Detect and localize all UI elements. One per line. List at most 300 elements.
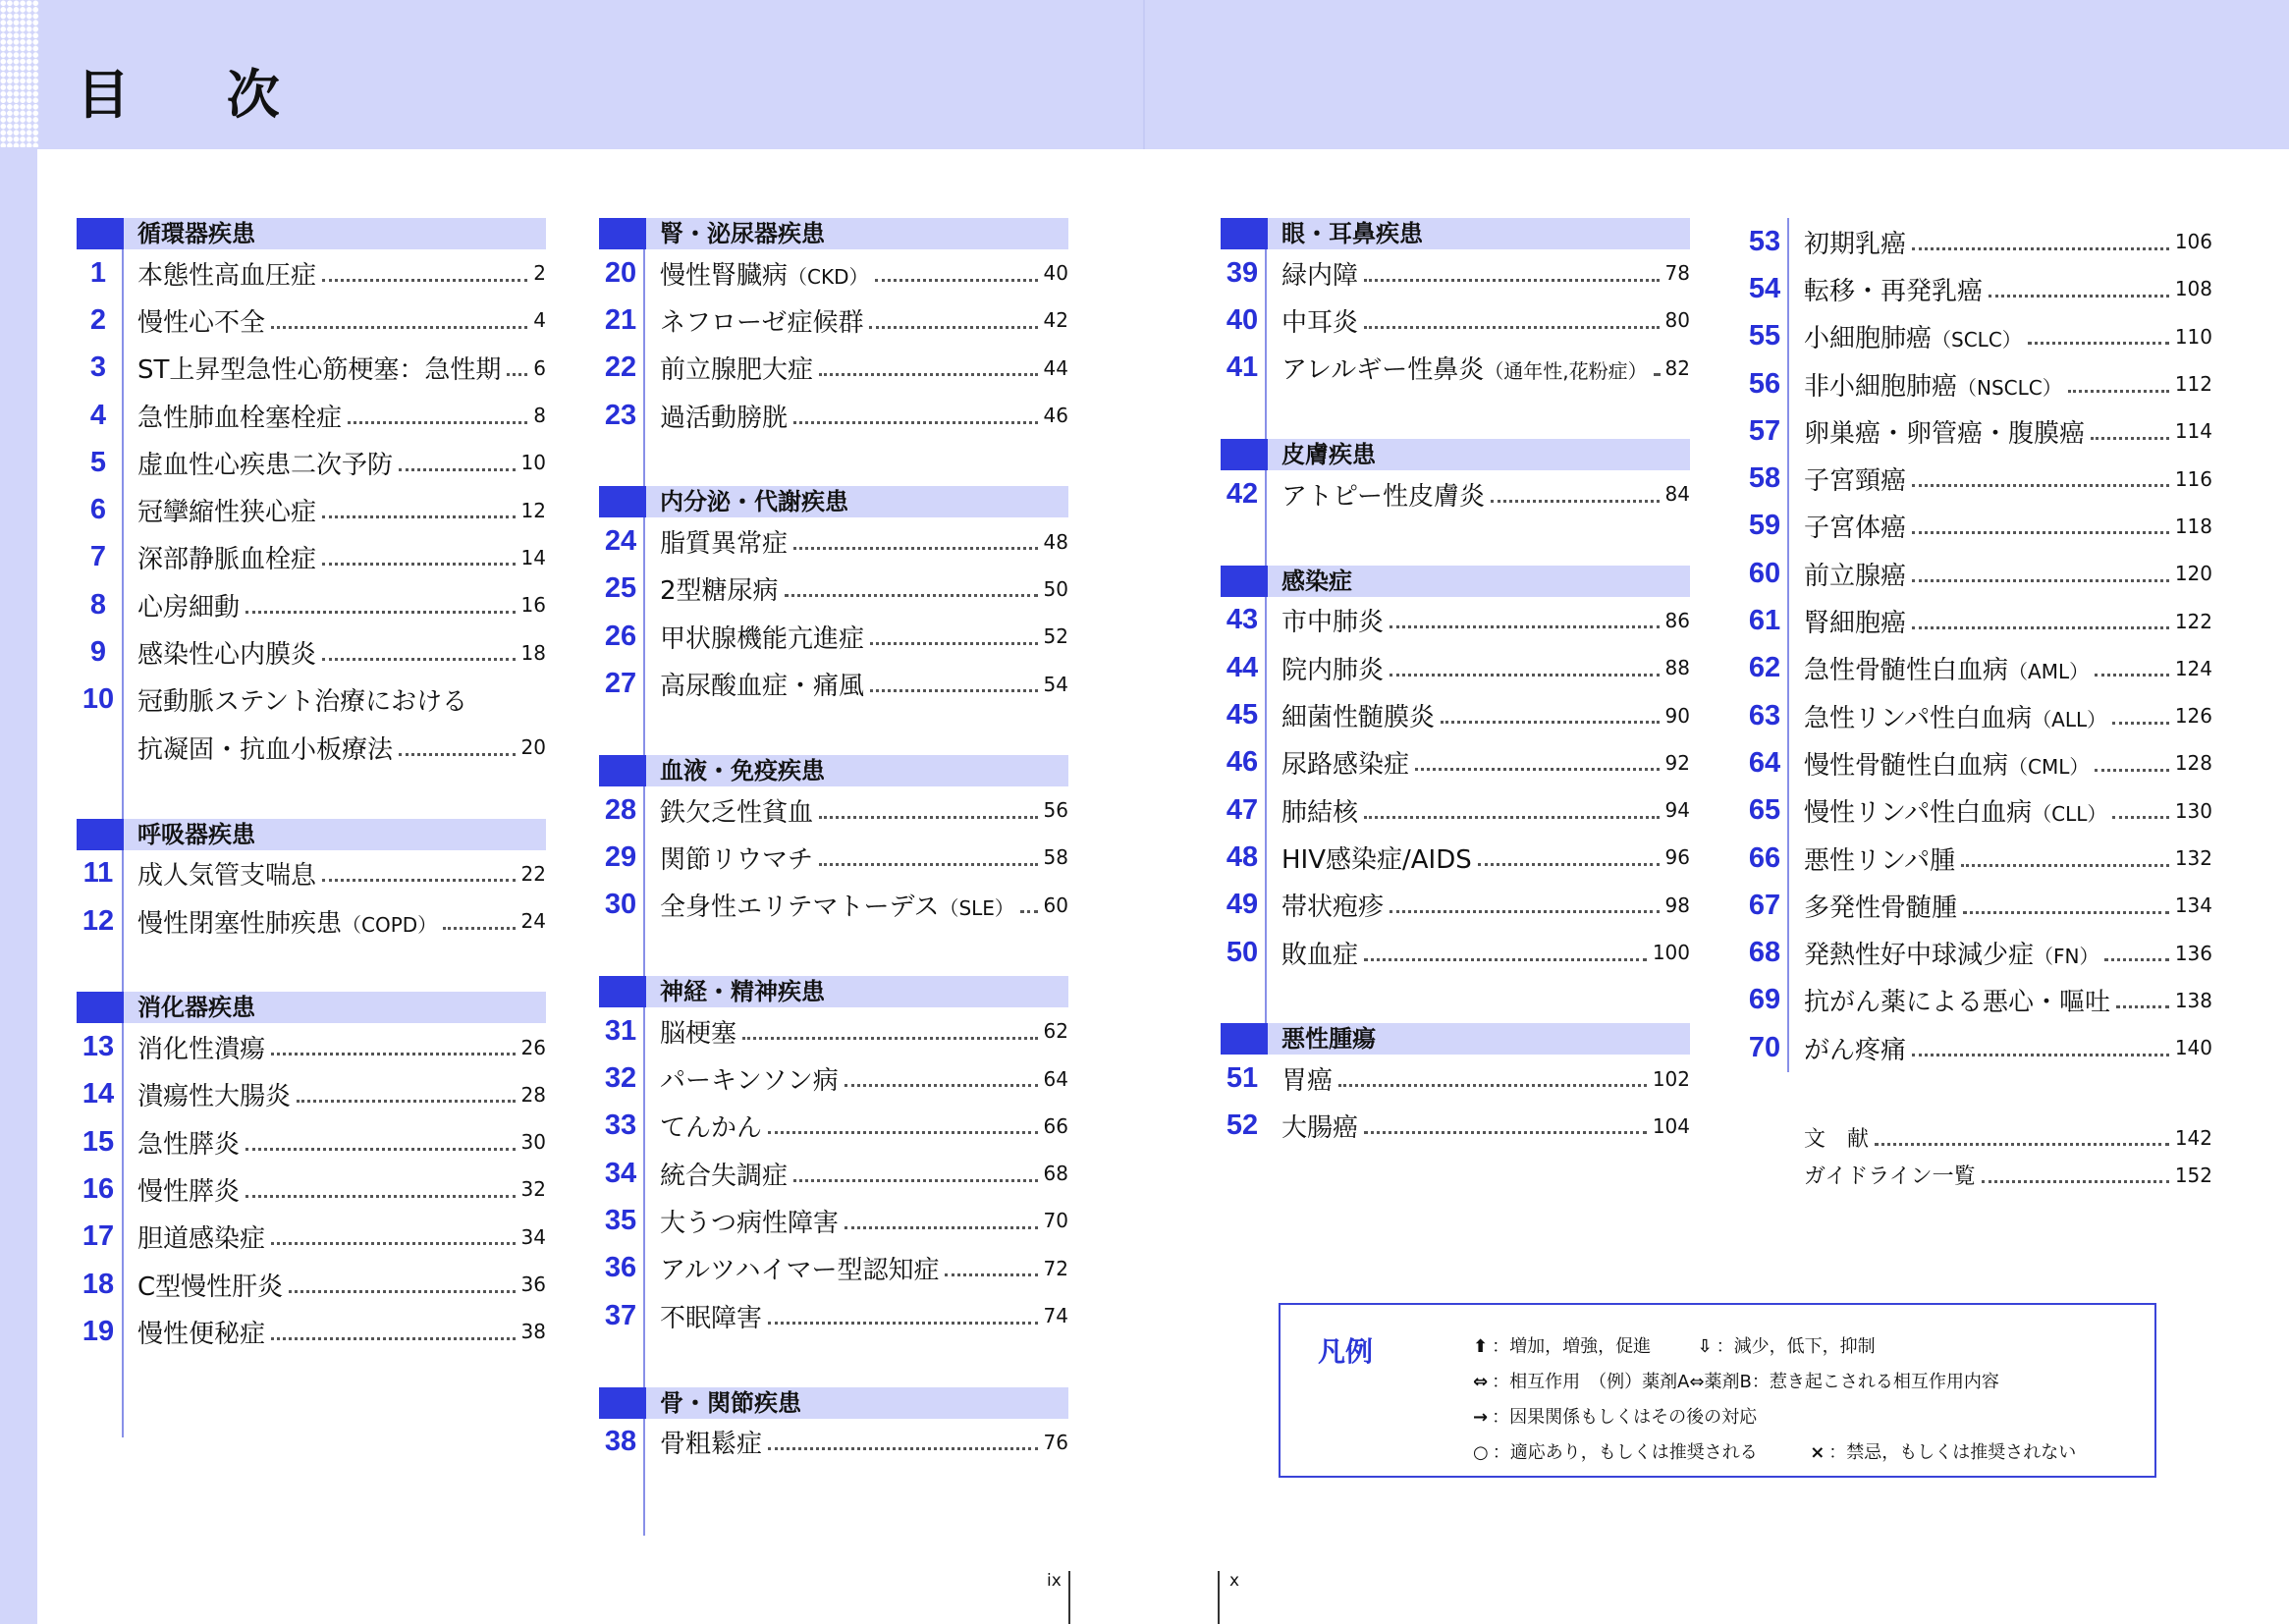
page-number: 100 (1652, 941, 1690, 964)
chapter-title-main: 潰瘍性大腸炎 (137, 1082, 292, 1112)
chapter-number: 59 (1748, 510, 1781, 542)
left-stripe (0, 0, 37, 1624)
section-heading-label: 感染症 (1281, 567, 1352, 595)
toc-entry-text (137, 255, 546, 292)
page-number: 116 (2174, 466, 2212, 491)
chapter-title (1281, 839, 1472, 876)
heading-marker (1221, 1023, 1268, 1055)
chapter-number: 69 (1748, 984, 1781, 1016)
chapter-title-main: C型慢性肝炎 (137, 1272, 284, 1302)
page-number: 26 (520, 1035, 546, 1059)
page-number: 56 (1043, 798, 1068, 823)
toc-entry-text (660, 1013, 1068, 1050)
heading-marker (1221, 218, 1268, 249)
chapter-title (137, 302, 265, 339)
toc-entry[interactable] (1221, 470, 1690, 517)
leader-dots (793, 547, 1038, 550)
toc-entry[interactable] (1743, 265, 2212, 312)
toc-entry-text (137, 539, 546, 575)
chapter-number: 4 (89, 399, 107, 431)
leader-dots (322, 515, 516, 518)
toc-entry[interactable] (77, 1071, 546, 1118)
leader-dots (1364, 1131, 1647, 1134)
toc-entry-text (660, 619, 1068, 655)
toc-entry[interactable] (77, 1308, 546, 1355)
chapter-title-main: 慢性心不全 (137, 307, 266, 338)
chapter-title-main: 過活動膀胱 (660, 403, 789, 433)
chapter-number: 45 (1226, 699, 1259, 731)
toc-entry[interactable] (599, 1419, 1068, 1466)
leader-dots (2095, 674, 2169, 677)
toc-entry[interactable] (77, 1023, 546, 1070)
toc-entry[interactable] (77, 486, 546, 533)
toc-entry[interactable] (77, 897, 546, 945)
chapter-title-main: 初期乳癌 (1804, 229, 1907, 259)
page-number: 84 (1664, 482, 1690, 507)
chapter-title (1281, 255, 1358, 292)
section-heading-label: 骨・関節疾患 (660, 1388, 801, 1417)
toc-entry[interactable] (599, 1007, 1068, 1055)
page-number: 60 (1043, 893, 1068, 917)
chapter-title-main: てんかん (660, 1113, 763, 1144)
toc-entry[interactable] (1221, 297, 1690, 344)
toc-entry[interactable] (1221, 597, 1690, 644)
toc-entry[interactable] (1743, 313, 2212, 360)
chapter-title-main: 慢性便秘症 (137, 1319, 266, 1349)
chapter-title-main: ST上昇型急性心筋梗塞：急性期 (137, 355, 502, 386)
chapter-title-main: 転移・再発乳癌 (1804, 276, 1984, 306)
chapter-title-main: 院内肺炎 (1281, 655, 1385, 685)
chapter-title-main: 不眠障害 (660, 1303, 763, 1333)
toc-entry[interactable] (599, 1103, 1068, 1150)
chapter-title (660, 839, 813, 876)
section-heading (77, 992, 546, 1023)
leader-dots (2104, 958, 2168, 961)
toc-entry-text (1804, 318, 2212, 354)
toc-entry-text (1804, 224, 2212, 260)
legend-row (1473, 1368, 1999, 1393)
heading-marker (1221, 439, 1268, 470)
page-number: 82 (1664, 355, 1690, 380)
page-number: 18 (520, 640, 546, 665)
toc-entry-text (1804, 366, 2212, 403)
leader-dots (1912, 1054, 2169, 1056)
toc-entry[interactable] (1743, 218, 2212, 265)
toc-column-2 (599, 218, 1068, 1466)
toc-entry-text (1281, 350, 1690, 386)
section-heading-label: 悪性腫瘍 (1281, 1025, 1376, 1054)
chapter-title (660, 1203, 839, 1239)
toc-entry-text (660, 570, 1068, 607)
leader-dots (297, 1100, 516, 1103)
chapter-number: 5 (89, 446, 107, 478)
chapter-title-sub: （CML） (2008, 754, 2090, 779)
toc-entry[interactable] (77, 1165, 546, 1213)
chapter-number: 13 (82, 1031, 115, 1063)
toc-entry-text (1804, 650, 2212, 686)
page-number: 30 (520, 1130, 546, 1155)
chapter-title-main: 急性肺血栓塞栓症 (137, 403, 343, 433)
page-number: 110 (2174, 324, 2212, 349)
toc-entry-text (137, 398, 546, 434)
spacer (77, 771, 546, 818)
leader-dots (1364, 958, 1647, 961)
chapter-title-main: 慢性膵炎 (137, 1176, 241, 1207)
toc-entry[interactable] (77, 1118, 546, 1165)
chapter-number: 62 (1748, 652, 1781, 684)
chapter-number: 25 (604, 572, 637, 605)
page-number: 112 (2174, 372, 2212, 397)
page-number: 138 (2174, 988, 2212, 1012)
chapter-number: 20 (604, 256, 637, 289)
chapter-title-main: 中耳炎 (1281, 307, 1359, 338)
toc-entry[interactable] (599, 1292, 1068, 1339)
page-number: 44 (1043, 355, 1068, 380)
leader-dots (1020, 910, 1038, 913)
leader-dots (1338, 1084, 1647, 1087)
leader-dots (245, 1148, 516, 1151)
chapter-number: 10 (82, 683, 115, 716)
chapter-title-main: 高尿酸血症・痛風 (660, 672, 865, 702)
toc-entry[interactable] (599, 566, 1068, 613)
toc-entry[interactable] (599, 392, 1068, 439)
bidirectional-arrow-icon: ⇔ (1473, 1372, 1489, 1392)
chapter-number: 51 (1226, 1062, 1259, 1095)
toc-entry[interactable] (77, 439, 546, 486)
toc-entry[interactable] (1743, 929, 2212, 976)
chapter-title-main: 感染性心内膜炎 (137, 640, 317, 671)
chapter-title (1281, 887, 1384, 923)
toc-entry[interactable] (77, 249, 546, 297)
toc-entry[interactable] (1221, 345, 1690, 392)
leader-dots (819, 373, 1038, 376)
toc-entry-text (1804, 556, 2212, 592)
page-number: 102 (1652, 1066, 1690, 1091)
toc-entry[interactable] (77, 724, 546, 771)
chapter-title (1804, 271, 1983, 307)
toc-entry[interactable] (1743, 835, 2212, 882)
chapter-title-sub: （NSCLC） (1957, 375, 2062, 400)
chapter-number: 6 (89, 494, 107, 526)
chapter-title: 文 献 (1804, 1127, 1870, 1153)
page-number: 94 (1664, 798, 1690, 823)
chapter-number: 48 (1226, 840, 1259, 873)
chapter-title-main: 統合失調症 (660, 1161, 789, 1191)
page-divider (1143, 0, 1145, 149)
chapter-number: 46 (1226, 746, 1259, 779)
leader-dots (1912, 579, 2169, 582)
toc-entry[interactable] (1221, 1103, 1690, 1150)
spacer (77, 945, 546, 992)
toc-entry[interactable] (77, 1261, 546, 1308)
page-number: 120 (2174, 562, 2212, 586)
page-number: 106 (2174, 230, 2212, 254)
section-heading-label: 循環器疾患 (137, 220, 255, 247)
chapter-title (660, 1250, 939, 1286)
leader-dots (271, 1337, 516, 1340)
page-number: 16 (520, 593, 546, 618)
toc-entry[interactable] (77, 392, 546, 439)
chapter-title-main: 子宮頸癌 (1804, 466, 1907, 497)
chapter-title (137, 1076, 291, 1112)
chapter-number: 31 (604, 1014, 637, 1047)
leader-dots (289, 1290, 515, 1293)
toc-entry[interactable] (1221, 929, 1690, 976)
toc-entry[interactable] (77, 345, 546, 392)
section-heading (1221, 218, 1690, 249)
legend-text: ：減少，低下，抑制 (1716, 1336, 1876, 1357)
toc-entry[interactable] (1743, 882, 2212, 929)
toc-entry-text (1804, 460, 2212, 497)
chapter-title (137, 681, 467, 718)
spacer (1221, 392, 1690, 439)
toc-entry-text (1804, 982, 2212, 1018)
chapter-number: 9 (89, 636, 107, 669)
section-heading-label: 神経・精神疾患 (660, 978, 825, 1006)
spacer (1221, 976, 1690, 1023)
chapter-title-sub: （ALL） (2032, 707, 2107, 731)
chapter-title (1281, 476, 1485, 513)
toc-entry[interactable] (599, 1245, 1068, 1292)
section-heading (77, 819, 546, 850)
toc-entry[interactable] (599, 517, 1068, 565)
chapter-number: 52 (1226, 1110, 1259, 1142)
toc-entry[interactable] (77, 1214, 546, 1261)
toc-entry[interactable] (1743, 1157, 2212, 1194)
toc-entry[interactable] (77, 628, 546, 676)
chapter-title (660, 1108, 762, 1144)
toc-entry[interactable] (1221, 834, 1690, 881)
leader-dots (785, 594, 1038, 597)
leader-dots (819, 816, 1038, 819)
toc-entry[interactable] (1743, 1024, 2212, 1071)
toc-entry-text (1281, 792, 1690, 829)
chapter-number: 11 (82, 857, 114, 890)
toc-entry[interactable] (1743, 407, 2212, 455)
toc-entry[interactable] (599, 882, 1068, 929)
chapter-title (1804, 935, 2098, 971)
page-number: 72 (1043, 1256, 1068, 1280)
leader-dots (793, 1179, 1038, 1182)
toc-entry[interactable] (77, 677, 546, 724)
toc-entry[interactable] (599, 297, 1068, 344)
page-number-left: ix (1047, 1571, 1062, 1591)
toc-column-1 (77, 218, 546, 1356)
chapter-title-main: 甲状腺機能亢進症 (660, 623, 865, 654)
chapter-title (137, 730, 393, 766)
section-heading (1221, 566, 1690, 597)
leader-dots (2116, 1005, 2169, 1008)
toc-entry-text (1804, 603, 2212, 639)
page-number: 36 (520, 1272, 546, 1297)
chapter-number: 64 (1748, 746, 1781, 779)
chapter-number: 41 (1226, 352, 1259, 384)
chapter-number: 68 (1748, 937, 1781, 969)
chapter-title-main: 小細胞肺癌 (1804, 324, 1933, 354)
legend-row (1473, 1403, 1757, 1429)
toc-entry[interactable] (1221, 249, 1690, 297)
toc-entry-text (660, 887, 1068, 923)
chapter-title-main: ネフローゼ症候群 (660, 307, 864, 338)
page-number: 80 (1664, 308, 1690, 333)
leader-dots (399, 753, 516, 756)
toc-entry[interactable] (599, 345, 1068, 392)
chapter-title (660, 666, 864, 702)
chapter-title (137, 539, 316, 575)
chapter-title (137, 1267, 283, 1303)
chapter-title (137, 1314, 265, 1350)
chapter-title-main: 成人気管支喘息 (137, 861, 317, 892)
toc-entry[interactable] (599, 613, 1068, 660)
chapter-title-sub: （AML） (2008, 660, 2090, 684)
heading-marker (599, 755, 646, 786)
chapter-title-main: 尿路感染症 (1281, 750, 1410, 781)
toc-entry-text (1281, 602, 1690, 638)
toc-entry-text (1804, 1122, 2212, 1153)
toc-entry-text (1281, 887, 1690, 923)
chapter-title (660, 255, 869, 292)
toc-entry[interactable] (599, 1055, 1068, 1102)
section-heading (1221, 439, 1690, 470)
toc-entry[interactable] (1743, 550, 2212, 597)
chapter-number: 19 (82, 1315, 115, 1347)
toc-entry-text (137, 634, 546, 671)
legend-box (1279, 1303, 2156, 1478)
chapter-title (1804, 508, 1906, 544)
toc-entry[interactable] (1221, 739, 1690, 786)
chapter-number: 17 (82, 1220, 115, 1253)
chapter-title (660, 570, 779, 607)
section-heading-label: 眼・耳鼻疾患 (1281, 220, 1423, 247)
toc-entry[interactable] (1743, 977, 2212, 1024)
page-number: 76 (1043, 1430, 1068, 1454)
heading-marker (599, 218, 646, 249)
page-number: 126 (2174, 704, 2212, 729)
chapter-number: 70 (1748, 1031, 1781, 1063)
section-heading-label: 腎・泌尿器疾患 (660, 220, 825, 247)
chapter-number: 2 (89, 303, 107, 336)
toc-entry[interactable] (1743, 692, 2212, 739)
chapter-number: 50 (1226, 936, 1259, 968)
chapter-title (1281, 302, 1358, 339)
chapter-title (137, 255, 316, 292)
chapter-title: ガイドライン一覧 (1804, 1164, 1976, 1190)
toc-entry[interactable] (1221, 644, 1690, 691)
toc-entry[interactable] (1743, 455, 2212, 502)
leader-dots (1364, 816, 1660, 819)
chapter-title (1804, 224, 1906, 260)
toc-entry-text (1804, 935, 2212, 971)
page-number: 48 (1043, 529, 1068, 554)
toc-entry[interactable] (1221, 691, 1690, 738)
toc-entry-text (137, 587, 546, 623)
toc-entry[interactable] (1743, 645, 2212, 692)
toc-entry[interactable] (1221, 1055, 1690, 1102)
page-number: 96 (1664, 845, 1690, 870)
toc-entry-text (1281, 839, 1690, 876)
toc-entry[interactable] (77, 581, 546, 628)
leader-dots (2068, 390, 2169, 393)
chapter-title-main: 大腸癌 (1281, 1113, 1359, 1144)
section-heading (599, 976, 1068, 1007)
toc-entry-text (1281, 650, 1690, 686)
chapter-title (1281, 792, 1358, 829)
toc-entry[interactable] (77, 534, 546, 581)
leader-dots (1364, 279, 1660, 282)
leader-dots (1912, 531, 2169, 534)
section-heading (599, 755, 1068, 786)
page-number: 38 (520, 1320, 546, 1344)
chapter-number: 63 (1748, 699, 1781, 731)
chapter-number: 22 (604, 352, 637, 384)
toc-entry[interactable] (1743, 739, 2212, 786)
toc-entry[interactable] (1743, 1119, 2212, 1157)
heading-marker (599, 486, 646, 517)
chapter-number: 53 (1748, 225, 1781, 257)
toc-entry[interactable] (77, 850, 546, 897)
toc-entry[interactable] (599, 249, 1068, 297)
toc-entry[interactable] (599, 1197, 1068, 1244)
leader-dots (1390, 625, 1660, 628)
toc-entry[interactable] (599, 834, 1068, 881)
footer-rule-right (1218, 1571, 1220, 1624)
toc-entry[interactable] (1743, 787, 2212, 835)
leader-dots (1491, 500, 1660, 503)
legend-row (1473, 1438, 2076, 1464)
leader-dots (2091, 437, 2169, 440)
chapter-title (1281, 1108, 1358, 1144)
page-number: 118 (2174, 514, 2212, 538)
chapter-title (660, 1424, 762, 1460)
page-number-right: x (1229, 1571, 1240, 1591)
chapter-number: 65 (1748, 794, 1781, 827)
chapter-number: 35 (604, 1204, 637, 1236)
toc-entry-text (1804, 745, 2212, 782)
chapter-title-main: 急性リンパ性白血病 (1804, 703, 2033, 733)
chapter-title-main: 卵巣癌・卵管癌・腹膜癌 (1804, 418, 2086, 449)
toc-entry[interactable] (1743, 503, 2212, 550)
toc-entry[interactable] (1221, 882, 1690, 929)
leader-dots (845, 1084, 1038, 1087)
chapter-title (1804, 650, 2089, 686)
leader-dots (1982, 1180, 2169, 1183)
toc-entry[interactable] (77, 297, 546, 344)
toc-entry-text (137, 445, 546, 481)
leader-dots (869, 326, 1037, 329)
chapter-title (137, 587, 240, 623)
toc-entry[interactable] (599, 660, 1068, 707)
section-heading-label: 皮膚疾患 (1281, 441, 1376, 469)
toc-entry[interactable] (1743, 360, 2212, 407)
toc-entry[interactable] (1221, 786, 1690, 834)
chapter-title (1804, 318, 2022, 354)
toc-entry-text (660, 1108, 1068, 1144)
toc-entry[interactable] (1743, 597, 2212, 644)
leader-dots (1654, 373, 1660, 376)
leader-dots (1478, 863, 1660, 866)
page-number: 152 (2174, 1163, 2212, 1187)
leader-dots (322, 563, 516, 566)
chapter-title-main: 消化性潰瘍 (137, 1035, 266, 1065)
toc-entry[interactable] (599, 786, 1068, 834)
chapter-number: 56 (1748, 367, 1781, 400)
chapter-number: 16 (82, 1172, 115, 1205)
toc-entry[interactable] (599, 1150, 1068, 1197)
chapter-title-main: 帯状疱疹 (1281, 893, 1385, 923)
toc-entry-text (660, 1424, 1068, 1460)
chapter-title-main: アトピー性皮膚炎 (1281, 481, 1485, 512)
chapter-title-main: 急性骨髄性白血病 (1804, 656, 2009, 686)
